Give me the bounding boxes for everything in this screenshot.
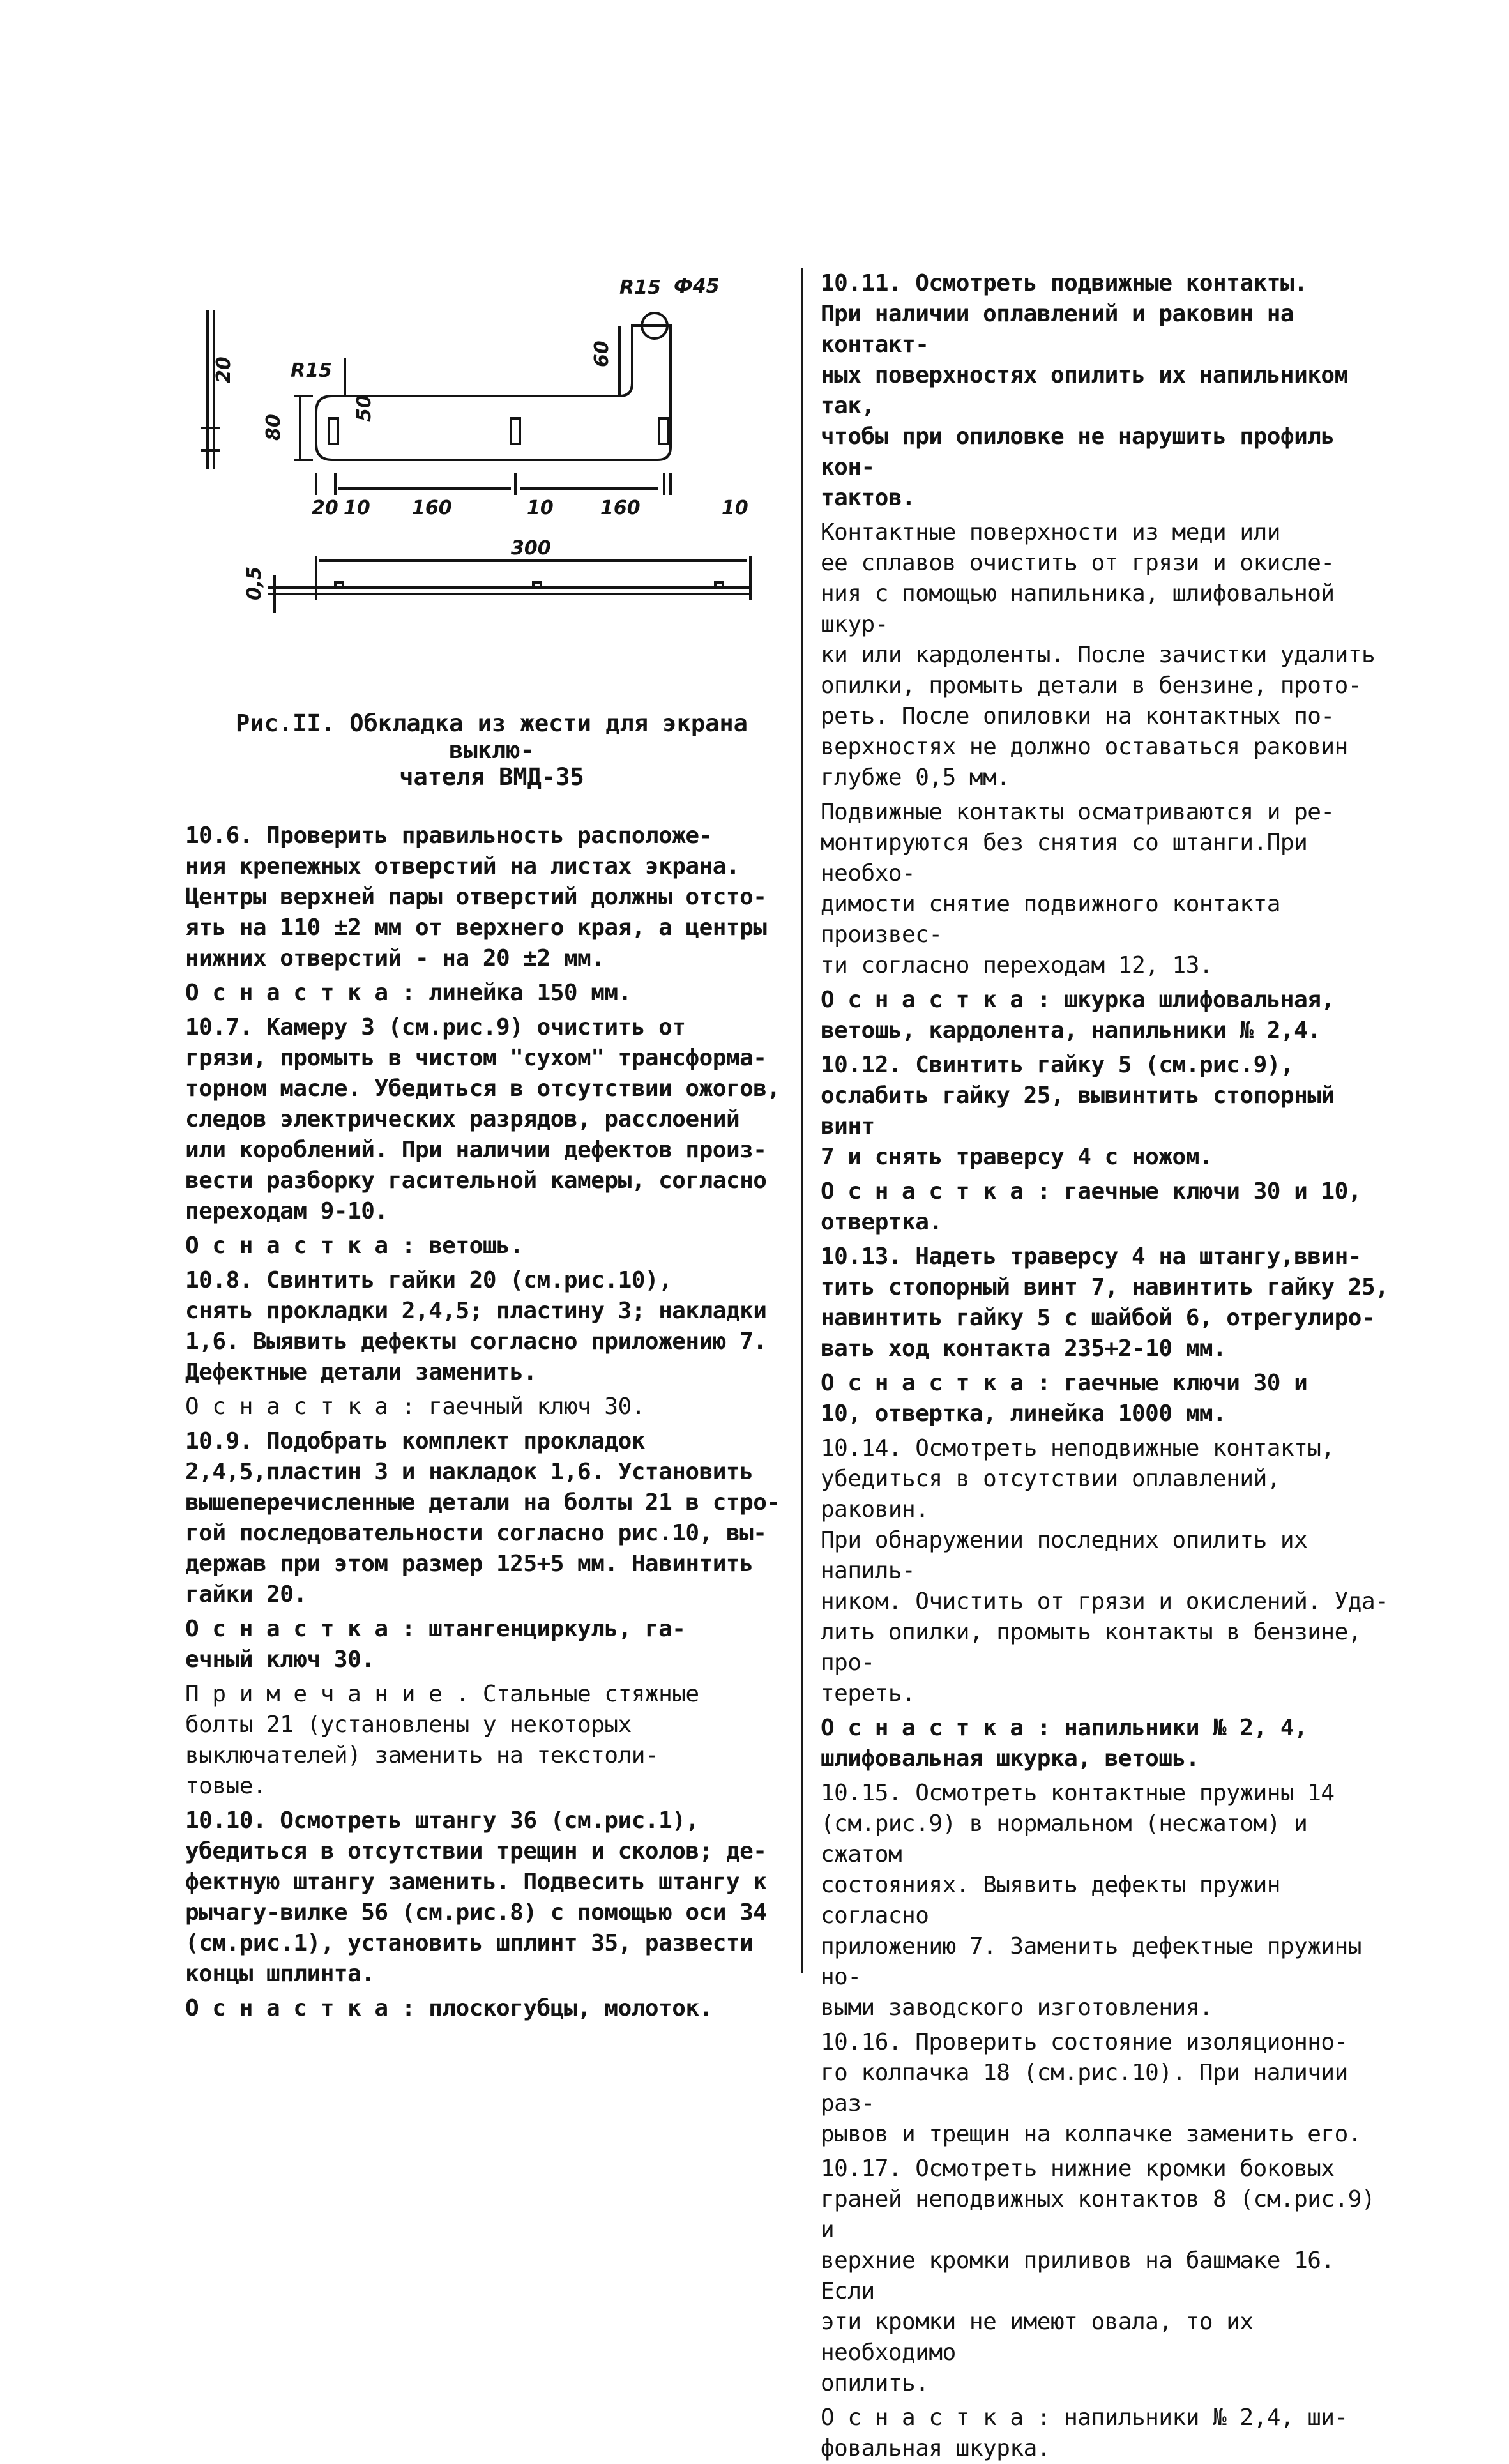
dim-20-vertical: 20 [213,356,235,383]
figure-caption: Рис.II. Обкладка из жести для экрана выклю- чателя ВМД-35 [236,710,748,791]
figure-drawing [179,255,792,690]
equipment-10-7: О с н а с т к а : ветошь. [185,1233,524,1259]
note: П р и м е ч а н и е . Стальные стяжные болты 21 (установлены у некоторых выключателей) заменить на текстоли- товые. [185,1681,699,1799]
dim-160-a: 160 [412,497,452,519]
paragraph-10-14: 10.14. Осмотреть неподвижные контакты, убедиться в отсутствии оплавлений, раковин. При обнаружении последних опилить их напиль- ником. Очистить от грязи и окислений. Уда- лить опилки, промыть контакты в бензине, про- тереть. [821,1435,1389,1707]
paragraph-10-7: 10.7. Камеру 3 (см.рис.9) очистить от грязи, промыть в чистом "сухом" трансформа- торном масле. Убедиться в отсутствии ожогов, следов электрических разрядов, расслоений или короблений. При наличии дефектов произ- вести разборку гасительной камеры, согласно переходам 9-10. [185,1014,780,1224]
dim-160-b: 160 [600,497,641,519]
paragraph-10-10: 10.10. Осмотреть штангу 36 (см.рис.1), убедиться в отсутствии трещин и сколов; де- фектную штангу заменить. Подвесить штангу к рычагу-вилке 56 (см.рис.8) с помощью оси 34 (см.рис.1), установить шплинт 35, развести концы шплинта. [185,1807,767,1987]
equipment-10-11: О с н а с т к а : шкурка шлифовальная, ветошь, кардолента, напильники № 2,4. [821,987,1335,1044]
dim-10-b: 10 [527,497,554,519]
equipment-10-14: О с н а с т к а : напильники № 2, 4, шлифовальная шкурка, ветошь. [821,1715,1308,1772]
paragraph-10-17: 10.17. Осмотреть нижние кромки боковых граней неподвижных контактов 8 (см.рис.9) и верхние кромки приливов на башмаке 16. Если эти кромки не имеют овала, то их необходимо опилить. [821,2156,1376,2396]
equipment-10-17: О с н а с т к а : напильники № 2,4, ши- фовальная шкурка. [821,2405,1348,2461]
equipment-10-12: О с н а с т к а : гаечные ключи 30 и 10, отвертка. [821,1178,1361,1235]
paragraph-10-8: 10.8. Свинтить гайки 20 (см.рис.10), снять прокладки 2,4,5; пластину 3; накладки 1,6. Выявить дефекты согласно приложению 7. Дефектные детали заменить. [185,1267,767,1385]
equipment-10-13: О с н а с т к а : гаечные ключи 30 и 10, отвертка, линейка 1000 мм. [821,1370,1308,1427]
paragraph-10-11: 10.11. Осмотреть подвижные контакты. При наличии оплавлений и раковин на контакт- ных поверхностях опилить их напильником так, чтобы при опиловке не нарушить профиль кон- тактов. [821,270,1348,511]
dim-300: 300 [511,537,551,559]
paragraph-10-9: 10.9. Подобрать комплект прокладок 2,4,5,пластин 3 и накладок 1,6. Установить вышеперечисленные детали на болты 21 в стро- гой последовательности согласно рис.10, вы- держав при этом размер 125+5 мм. Навинтить гайки 20. [185,1428,780,1608]
paragraph-10-6: 10.6. Проверить правильность расположе- ния крепежных отверстий на листах экрана. Центры верхней пары отверстий должны отсто- ять на 110 ±2 мм от верхнего края, а центры нижних отверстий - на 20 ±2 мм. [185,823,767,971]
column-divider [801,268,803,1973]
paragraph-10-13: 10.13. Надеть траверсу 4 на штангу,ввин- тить стопорный винт 7, навинтить гайку 25, навинтить гайку 5 с шайбой 6, отрегулиро- вать ход контакта 235+2-10 мм. [821,1243,1389,1362]
sheet-drawing [179,255,792,690]
equipment-10-8: О с н а с т к а : гаечный ключ 30. [185,1394,645,1420]
paragraph-10-16: 10.16. Проверить состояние изоляционно- го колпачка 18 (см.рис.10). При наличии раз- рывов и трещин на колпачке заменить его. [821,2029,1361,2147]
equipment-10-10: О с н а с т к а : плоскогубцы, молоток. [185,1995,713,2021]
dim-10-a: 10 [344,497,370,519]
dim-d45: Ф45 [674,275,720,298]
paragraph-contact-surfaces: Контактные поверхности из меди или ее сплавов очистить от грязи и окисле- ния с помощью напильника, шлифовальной шкур- ки или кардоленты. После зачистки удалить опилки, промыть детали в бензине, прото- реть. После опиловки на контактных по- верхностях не должно оставаться раковин глубже 0,5 мм. [821,519,1376,791]
dim-0-5: 0,5 [243,566,266,600]
dim-r15-top: R15 [619,277,661,299]
dim-60: 60 [591,340,613,367]
right-column [821,268,1395,2464]
paragraph-10-15: 10.15. Осмотреть контактные пружины 14 (см.рис.9) в нормальном (несжатом) и сжатом состояниях. Выявить дефекты пружин согласно приложению 7. Заменить дефектные пружины но- выми заводского изготовления. [821,1780,1361,2021]
dim-80: 80 [262,414,285,441]
equipment-10-6: О с н а с т к а : линейка 150 мм. [185,980,632,1006]
dim-10-c: 10 [722,497,748,519]
dim-20: 20 [312,497,338,519]
dim-50: 50 [353,395,375,422]
dim-r15-left: R15 [291,360,332,382]
equipment-10-9: О с н а с т к а : штангенциркуль, га- ечный ключ 30. [185,1616,686,1673]
paragraph-moving-contacts: Подвижные контакты осматриваются и ре- монтируются без снятия со штанги.При необхо- димости снятие подвижного контакта произвес- ти согласно переходам 12, 13. [821,799,1335,978]
paragraph-10-12: 10.12. Свинтить гайку 5 (см.рис.9), ослабить гайку 25, вывинтить стопорный винт 7 и снять траверсу 4 с ножом. [821,1052,1335,1170]
left-column [185,821,798,2024]
